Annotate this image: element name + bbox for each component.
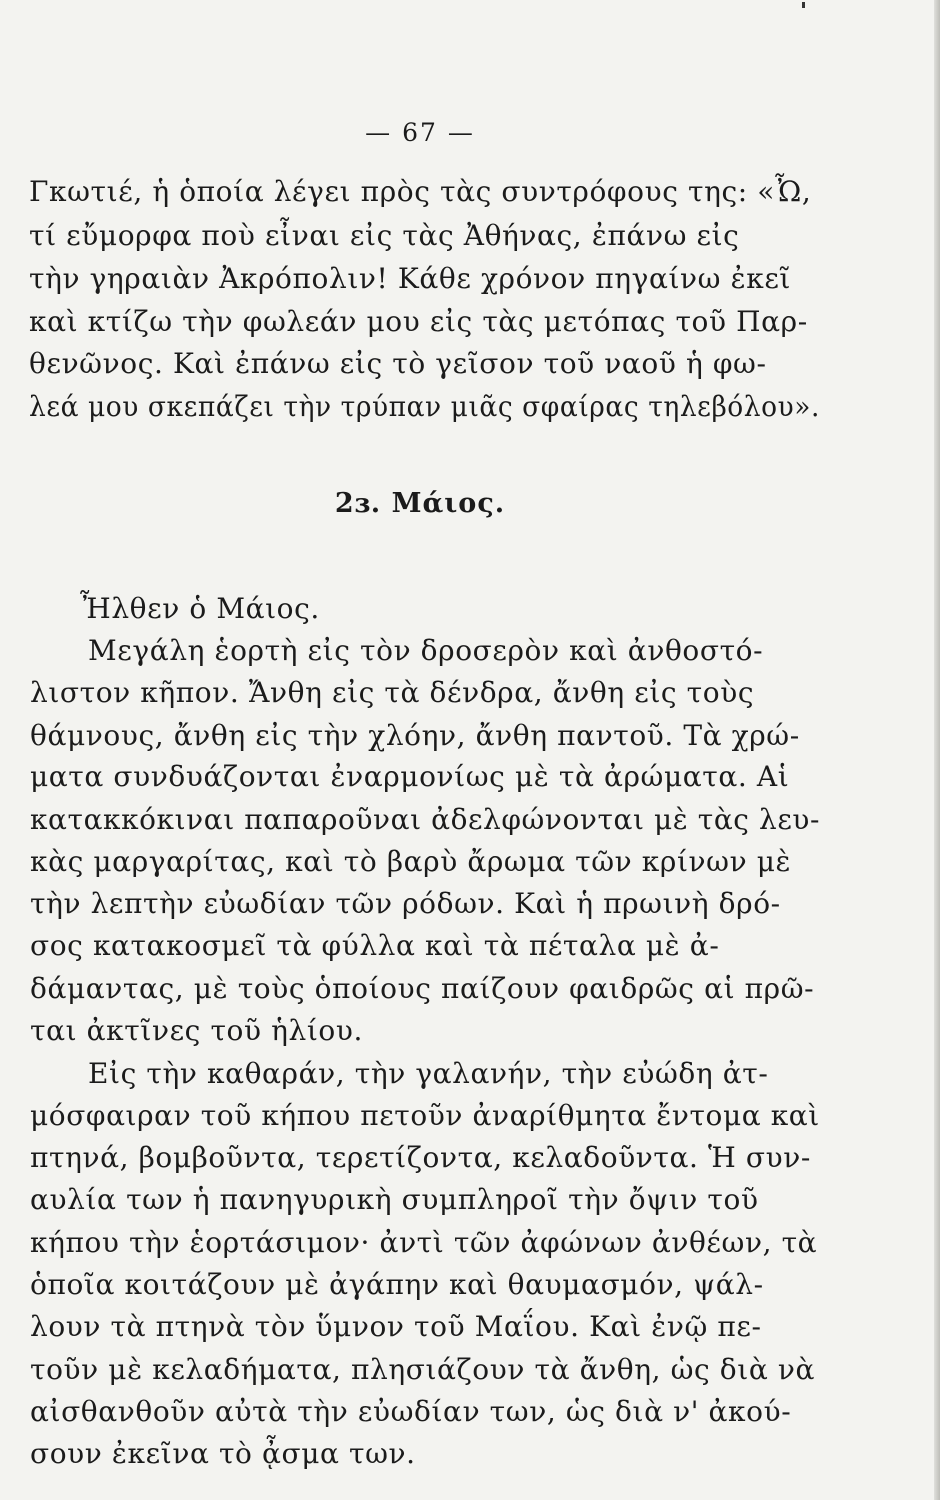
- text-line: θάμνους, ἄνθη εἰς τὴν χλόην, ἄνθη παντοῦ. Τὰ χρώ-: [30, 719, 800, 752]
- text-line: Εἰς τὴν καθαράν, τὴν γαλανήν, τὴν εὐώδη ἀτ-: [88, 1057, 769, 1090]
- text-line: σος κατακοσμεῖ τὰ φύλλα καὶ τὰ πέταλα μὲ ἀ-: [30, 929, 720, 962]
- text-line: λεά μου σκεπάζει τὴν τρύπαν μιᾶς σφαίρας τηλεβόλου».: [29, 390, 821, 423]
- text-line: μόσφαιραν τοῦ κήπου πετοῦν ἀναρίθμητα ἔντομα καὶ: [30, 1099, 820, 1132]
- page-edge: [934, 0, 940, 1500]
- text-line: πτηνά, βομβοῦντα, τερετίζοντα, κελαδοῦντα. Ἡ συν-: [30, 1141, 811, 1174]
- text-line: καὶ κτίζω τὴν φωλεάν μου εἰς τὰς μετόπας τοῦ Παρ-: [29, 305, 808, 338]
- text-line: ματα συνδυάζονται ἐναρμονίως μὲ τὰ ἀρώματα. Αἱ: [30, 760, 790, 793]
- text-line: ὁποῖα κοιτάζουν μὲ ἀγάπην καὶ θαυμασμόν, ψάλ-: [30, 1268, 764, 1301]
- text-line: Ἦλθεν ὁ Μάιος.: [80, 592, 320, 625]
- text-line: κὰς μαργαρίτας, καὶ τὸ βαρὺ ἄρωμα τῶν κρίνων μὲ: [30, 845, 792, 878]
- text-line: δάμαντας, μὲ τοὺς ὁποίους παίζουν φαιδρῶς αἱ πρῶ-: [30, 972, 815, 1005]
- section-heading: 2ɜ. Μάιος.: [334, 488, 506, 519]
- text-line: Γκωτιέ, ἡ ὁποία λέγει πρὸς τὰς συντρόφους της: «Ὦ,: [29, 175, 812, 208]
- text-line: Μεγάλη ἑορτὴ εἰς τὸν δροσερὸν καὶ ἀνθοστό-: [88, 634, 764, 667]
- text-line: τί εὔμορφα ποὺ εἶναι εἰς τὰς Ἀθήνας, ἐπάνω εἰς: [29, 219, 740, 252]
- text-line: σουν ἐκεῖνα τὸ ᾆσμα των.: [30, 1437, 416, 1470]
- text-line: τὴν γηραιὰν Ἀκρόπολιν! Κάθε χρόνον πηγαίνω ἐκεῖ: [29, 262, 792, 295]
- text-line: λιστον κῆπον. Ἄνθη εἰς τὰ δένδρα, ἄνθη εἰς τοὺς: [30, 676, 755, 709]
- text-line: κατακκόκιναι παπαροῦναι ἀδελφώνονται μὲ τὰς λευ-: [30, 803, 821, 836]
- text-line: τὴν λεπτὴν εὐωδίαν τῶν ρόδων. Καὶ ἡ πρωινὴ δρό-: [30, 887, 781, 920]
- text-line: αυλία των ἡ πανηγυρικὴ συμπληροῖ τὴν ὄψιν τοῦ: [30, 1183, 759, 1216]
- page-number: — 67 —: [365, 118, 475, 147]
- text-line: λουν τὰ πτηνὰ τὸν ὕμνον τοῦ Μαΐου. Καὶ ἐνῷ πε-: [30, 1310, 762, 1343]
- print-speck: [802, 2, 805, 8]
- text-line: ται ἀκτῖνες τοῦ ἡλίου.: [30, 1014, 364, 1047]
- text-line: θενῶνος. Καὶ ἐπάνω εἰς τὸ γεῖσον τοῦ ναοῦ ἡ φω-: [29, 347, 767, 380]
- text-line: αἰσθανθοῦν αὐτὰ τὴν εὐωδίαν των, ὡς διὰ ν' ἀκού-: [30, 1395, 792, 1428]
- text-line: τοῦν μὲ κελαδήματα, πλησιάζουν τὰ ἄνθη, ὡς διὰ νὰ: [30, 1353, 815, 1386]
- text-line: κήπου τὴν ἑορτάσιμον· ἀντὶ τῶν ἀφώνων ἀνθέων, τὰ: [30, 1226, 818, 1259]
